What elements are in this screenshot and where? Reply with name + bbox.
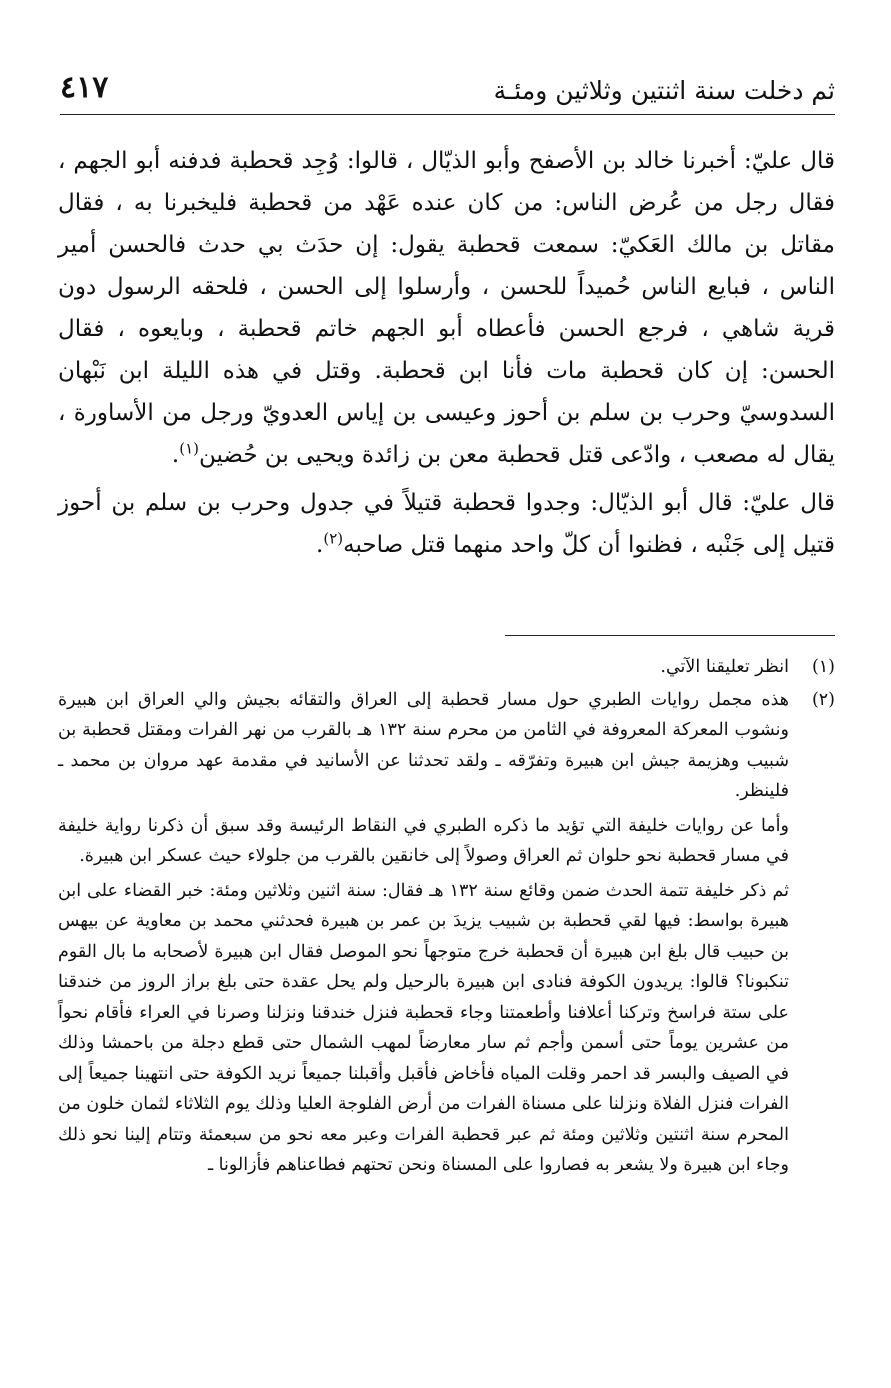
- main-paragraph: [58, 140, 835, 476]
- footnote-ref: (١): [179, 439, 199, 458]
- footnote-text: ثم ذكر خليفة تتمة الحدث ضمن وقائع سنة ١٣٢ هـ فقال: سنة اثنين وثلاثين ومئة: خبر القضاء على ابن هبيرة بواسط: فيها لقي قحطبة بن شبيب يزيدَ بن عمر بن هبيرة فحدثني محمد بن معاوية عن بيهس بن حبيب قال بلغ ابن هبيرة أن قحطبة خرج متوجهاً نحو الموصل فقال ابن هبيرة لأصحابه ما بال القوم تنكبونا؟ قالوا: يريدون الكوفة فنادى ابن هبيرة بالرحيل ولم يحل عقدة حتى بلغ براز الروز من خندقنا على ستة فراسخ وتركنا أعلافنا وأطعمتنا وجاء قحطبة فنزل خندقنا ونزلنا وصرنا في العراء فأقام نحواً من عشرين يوماً حتى أسمن وأجم ثم سار معارضاً لمهب الشمال حتى قطع دجلة من باحمشا وذلك في الصيف والبسر قد احمر وقلت المياه فأخاض فأقبل وأقبلنا جميعاً نريد الكوفة حتى انتهينا جميعاً إلى الفرات فنزل الفلاة ونزلنا على مسناة الفرات من أرض الفلوجة العليا وذلك يوم الثلاثاء لثمان خلون من المحرم سنة اثنتين وثلاثين ومئة ثم عبر قحطبة الفرات وعبر معه نحو من سبعمئة وتتام إلينا نحو ذلك وجاء ابن هبيرة ولا يشعر به فصاروا على المسناة ونحن تحتهم فطاعناهم فأزالونا ـ: [58, 880, 789, 1175]
- footnote-text: هذه مجمل روايات الطبري حول مسار قحطبة إلى العراق والتقائه بجيش والي العراق ابن هبيرة ونشوب المعركة المعروفة في الثامن من محرم سنة ١٣٢ هـ بالقرب من نهر الفرات ومقتل قحطبة بن شبيب وهزيمة جيش ابن هبيرة وتفرّقه ـ ولقد تحدثنا عن الأسانيد في مقدمة عهد مروان بن محمد ـ فلينظر.: [58, 689, 789, 801]
- footnote-ref: (٢): [323, 529, 344, 548]
- header-rule: [60, 114, 835, 115]
- footnote-text: وأما عن روايات خليفة التي تؤيد ما ذكره الطبري في النقاط الرئيسة وقد سبق أن ذكرنا رواية خليفة في مسار قحطبة نحو حلوان ثم العراق وصولاً إلى خانقين بالقرب من جلولاء حيث عسكر ابن هبيرة.: [58, 815, 789, 866]
- main-text: [58, 140, 835, 566]
- footnote: [58, 652, 835, 683]
- footnote-number: (٢): [811, 689, 835, 710]
- footnote-number: (١): [811, 657, 835, 677]
- footnote: [58, 685, 835, 1181]
- footnote-text: انظر تعليقنا الآتي.: [660, 657, 789, 677]
- footnotes: [58, 652, 835, 1181]
- main-paragraph-text: قال عليّ: قال أبو الذيّال: وجدوا قحطبة قتيلاً في جدول وحرب بن سلم بن أحوز قتيل إلى جَنْبه ، فظنوا أن كلّ واحد منهما قتل صاحبه: [58, 490, 835, 558]
- footnote-separator: [505, 635, 835, 636]
- main-paragraph-text: قال عليّ: أخبرنا خالد بن الأصفح وأبو الذيّال ، قالوا: وُجِد قحطبة فدفنه أبو الجهم ، فقال رجل من عُرض الناس: من كان عنده عَهْد من قحطبة فليخبرنا به ، فقال مقاتل بن مالك العَكيّ: سمعت قحطبة يقول: إن حدَث بي حدث فالحسن أمير الناس ، فبايع الناس حُميداً للحسن ، وأرسلوا إلى الحسن ، فلحقه الرسول دون قرية شاهي ، فرجع الحسن فأعطاه أبو الجهم خاتم قحطبة ، وبايعوه ، فقال الحسن: إن كان قحطبة مات فأنا ابن قحطبة. وقتل في هذه الليلة ابن نَبْهان السدوسيّ وحرب بن سلم بن أحوز وعيسى بن إياس العدويّ ورجل من الأساورة ، يقال له مصعب ، وادّعى قتل قحطبة معن بن زائدة ويحيى بن حُضين: [58, 148, 835, 468]
- main-paragraph: [58, 482, 835, 566]
- sentence-end: .: [171, 442, 180, 468]
- page-header: [60, 70, 835, 114]
- page-number: ٤١٧: [60, 70, 109, 105]
- sentence-end: .: [316, 532, 324, 558]
- running-title: ثم دخلت سنة اثنتين وثلاثين ومئـة: [493, 76, 835, 105]
